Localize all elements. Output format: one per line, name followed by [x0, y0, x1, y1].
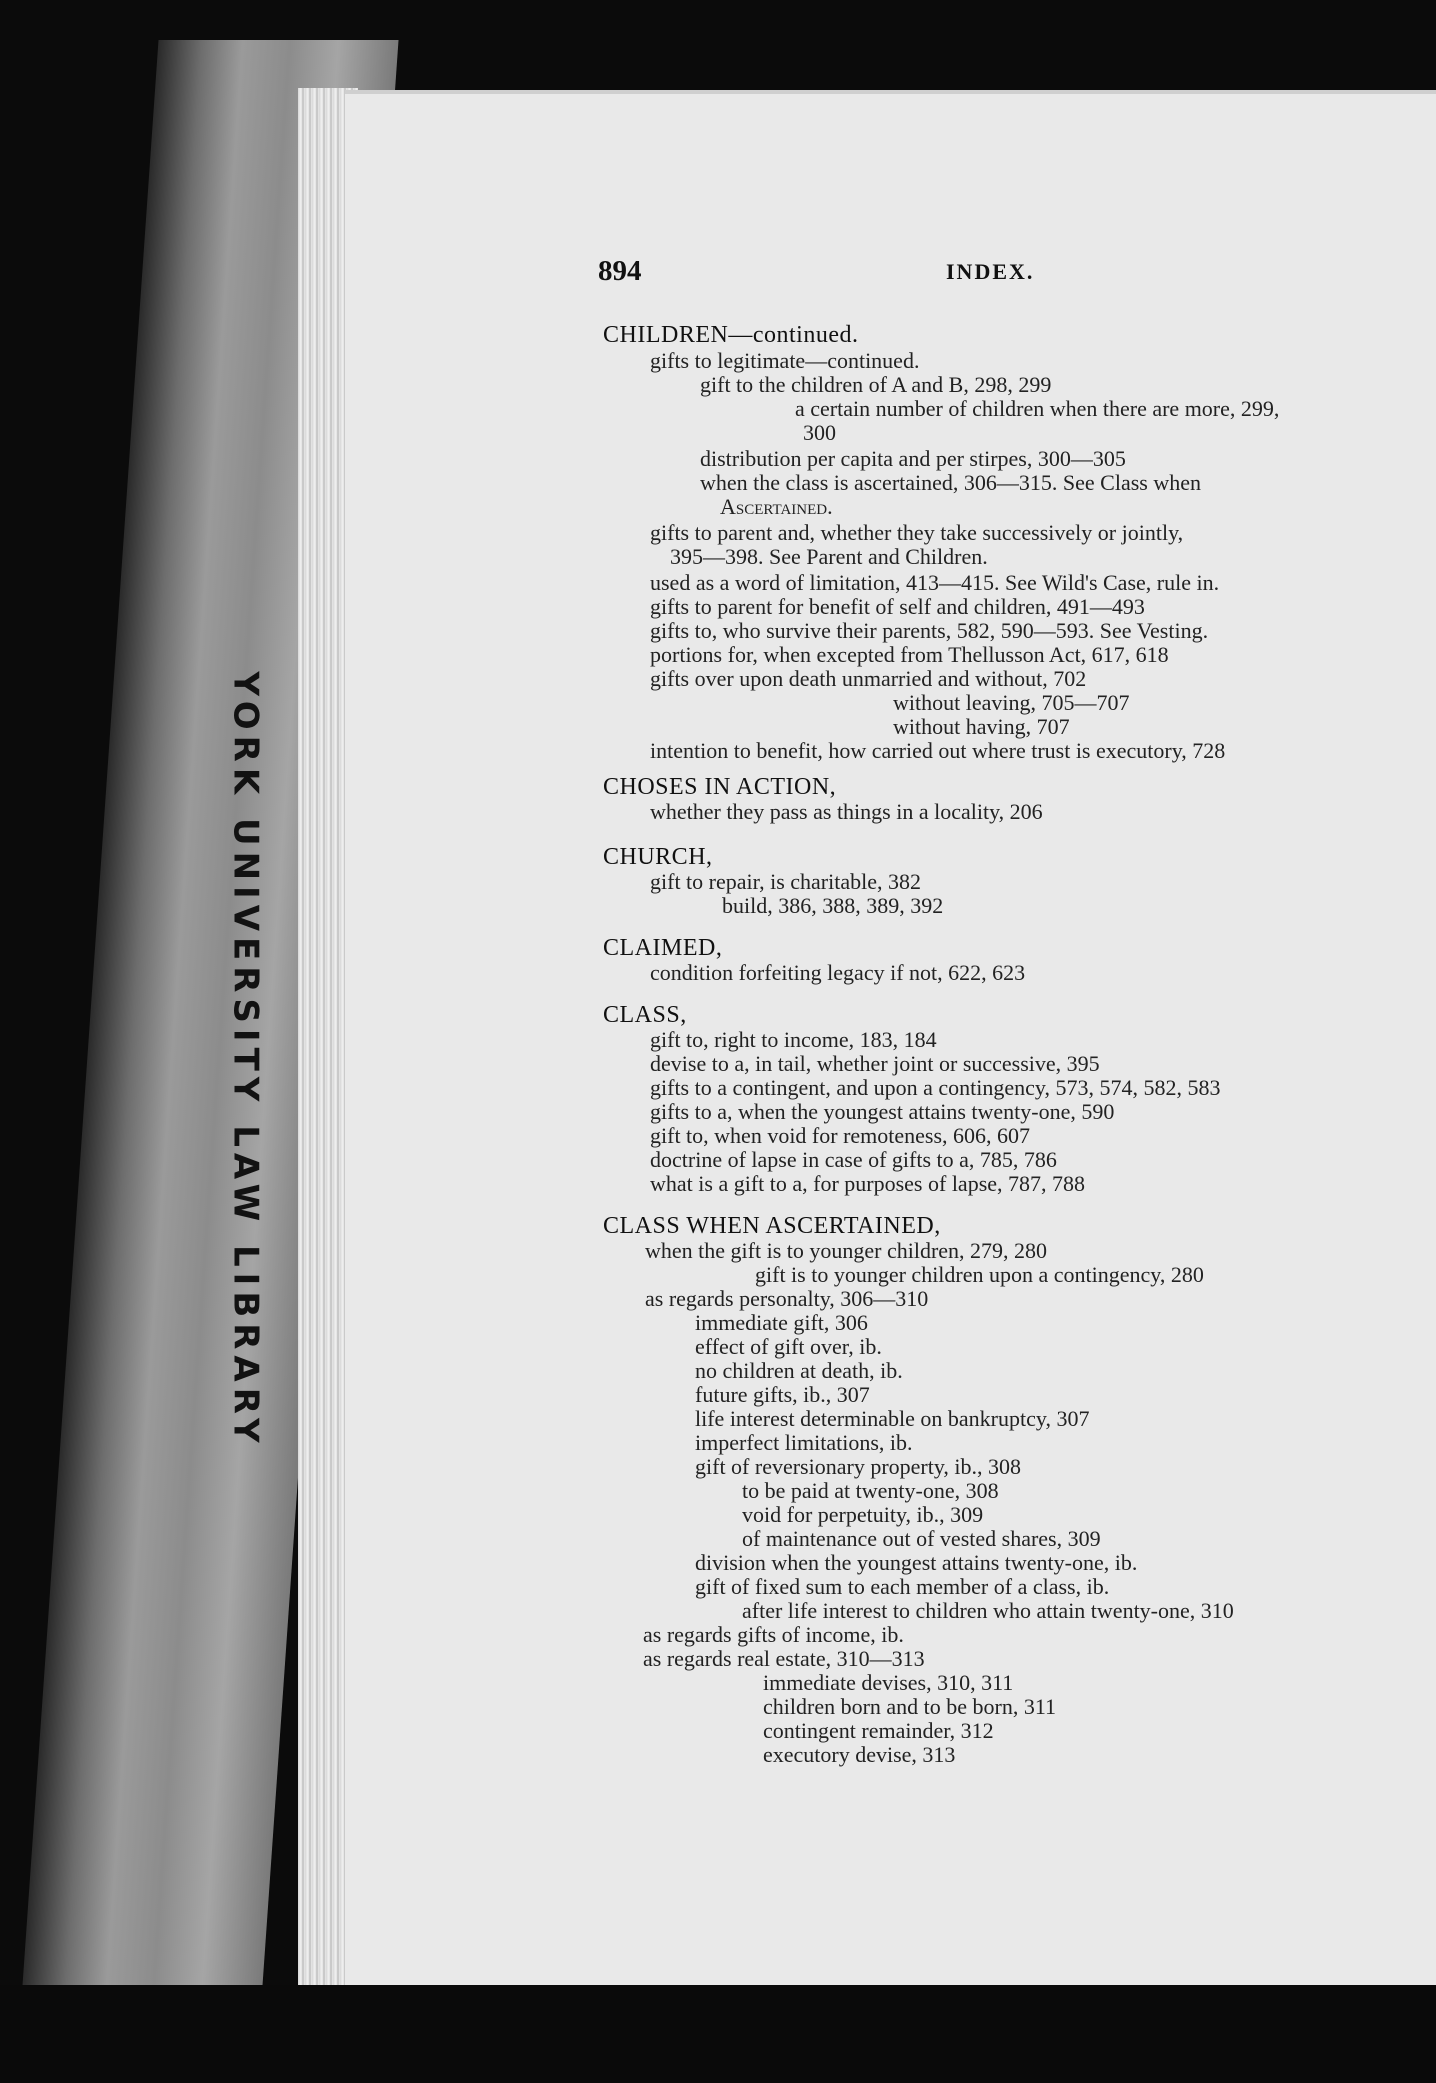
- index-subentry: gifts over upon death unmarried and without, 702: [650, 666, 1087, 691]
- index-subentry: as regards real estate, 310—313: [643, 1646, 925, 1671]
- index-subentry: future gifts, ib., 307: [695, 1382, 870, 1407]
- index-subentry: gifts to a, when the youngest attains twenty-one, 590: [650, 1099, 1115, 1124]
- index-subentry: when the class is ascertained, 306—315. See Class when: [700, 470, 1201, 495]
- index-subentry: what is a gift to a, for purposes of lapse, 787, 788: [650, 1171, 1086, 1196]
- index-heading: CHOSES IN ACTION,: [603, 774, 837, 800]
- index-heading: CLASS,: [603, 1002, 687, 1028]
- index-subentry: of maintenance out of vested shares, 309: [742, 1526, 1101, 1551]
- index-subentry: immediate gift, 306: [695, 1310, 868, 1335]
- index-subentry: gifts to parent for benefit of self and children, 491—493: [650, 594, 1145, 619]
- index-subentry: gifts to, who survive their parents, 582, 590—593. See Vesting.: [650, 618, 1209, 643]
- index-subentry: void for perpetuity, ib., 309: [742, 1502, 984, 1527]
- index-subentry: 300: [803, 420, 836, 445]
- index-heading: CLASS WHEN ASCERTAINED,: [603, 1213, 941, 1239]
- index-subentry: without leaving, 705—707: [893, 690, 1130, 715]
- index-subentry: imperfect limitations, ib.: [695, 1430, 913, 1455]
- page-header: [0, 255, 1436, 295]
- index-subentry: executory devise, 313: [763, 1742, 956, 1767]
- index-subentry: devise to a, in tail, whether joint or successive, 395: [650, 1051, 1100, 1076]
- index-subentry: a certain number of children when there are more, 299,: [795, 396, 1280, 421]
- index-subentry: gift of fixed sum to each member of a class, ib.: [695, 1574, 1110, 1599]
- spine-label-text: YORK UNIVERSITY LAW LIBRARY: [226, 671, 267, 1449]
- index-subentry: intention to benefit, how carried out where trust is executory, 728: [650, 738, 1226, 763]
- index-subentry: to be paid at twenty-one, 308: [742, 1478, 999, 1503]
- index-subentry: distribution per capita and per stirpes, 300—305: [700, 446, 1126, 471]
- running-head: INDEX.: [946, 259, 1035, 284]
- index-subentry: gift is to younger children upon a contingency, 280: [755, 1262, 1204, 1287]
- index-heading: CHILDREN—continued.: [603, 322, 859, 348]
- index-subentry: as regards gifts of income, ib.: [643, 1622, 904, 1647]
- index-subentry: children born and to be born, 311: [763, 1694, 1057, 1719]
- index-subentry: effect of gift over, ib.: [695, 1334, 882, 1359]
- index-subentry: gift to, when void for remoteness, 606, 607: [650, 1123, 1031, 1148]
- index-subentry: condition forfeiting legacy if not, 622, 623: [650, 960, 1026, 985]
- index-subentry: Ascertained.: [720, 494, 833, 519]
- index-subentry: 395—398. See Parent and Children.: [670, 544, 988, 569]
- index-subentry: gift of reversionary property, ib., 308: [695, 1454, 1022, 1479]
- index-subentry: gifts to legitimate—continued.: [650, 348, 920, 373]
- index-subentry: build, 386, 388, 389, 392: [722, 893, 944, 918]
- index-subentry: no children at death, ib.: [695, 1358, 903, 1383]
- table-surface: [0, 1985, 1436, 2083]
- index-subentry: division when the youngest attains twenty-one, ib.: [695, 1550, 1138, 1575]
- index-subentry: life interest determinable on bankruptcy, 307: [695, 1406, 1090, 1431]
- index-subentry: contingent remainder, 312: [763, 1718, 994, 1743]
- index-subentry: gift to repair, is charitable, 382: [650, 869, 921, 894]
- page-number: 894: [598, 255, 642, 287]
- index-subentry: after life interest to children who attain twenty-one, 310: [742, 1598, 1234, 1623]
- index-subentry: doctrine of lapse in case of gifts to a, 785, 786: [650, 1147, 1057, 1172]
- index-heading: CHURCH,: [603, 844, 713, 870]
- index-subentry: immediate devises, 310, 311: [763, 1670, 1014, 1695]
- index-subentry: without having, 707: [893, 714, 1070, 739]
- index-heading: CLAIMED,: [603, 935, 723, 961]
- index-subentry: whether they pass as things in a locality, 206: [650, 799, 1043, 824]
- index-subentry: when the gift is to younger children, 279, 280: [645, 1238, 1048, 1263]
- spine-label: [226, 671, 267, 1449]
- index-subentry: used as a word of limitation, 413—415. See Wild's Case, rule in.: [650, 570, 1220, 595]
- index-subentry: gift to, right to income, 183, 184: [650, 1027, 937, 1052]
- index-subentry: as regards personalty, 306—310: [645, 1286, 929, 1311]
- index-subentry: gift to the children of A and B, 298, 299: [700, 372, 1052, 397]
- index-subentry: gifts to parent and, whether they take successively or jointly,: [650, 520, 1184, 545]
- index-subentry: portions for, when excepted from Thellusson Act, 617, 618: [650, 642, 1169, 667]
- index-subentry: gifts to a contingent, and upon a contingency, 573, 574, 582, 583: [650, 1075, 1221, 1100]
